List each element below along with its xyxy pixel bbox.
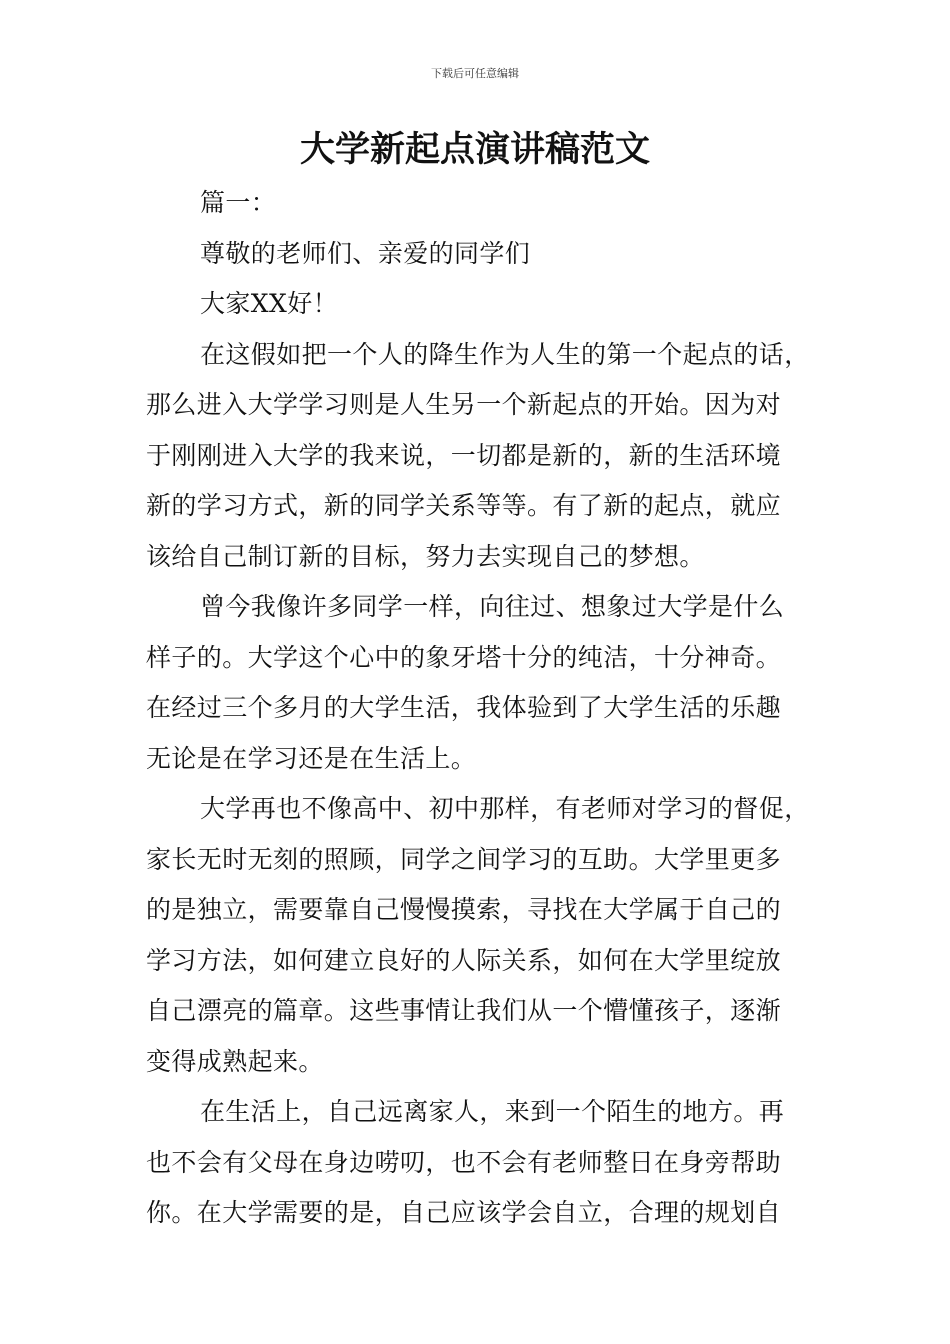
text-line: 该给自己制订新的目标，努力去实现自己的梦想。 [146, 541, 705, 571]
text-line: 那么进入大学学习则是人生另一个新起点的开始。因为对 [146, 390, 782, 419]
text-line: 尊敬的老师们、亲爱的同学们 [200, 238, 531, 268]
text-line: 大家XX好！ [200, 289, 338, 318]
header-note: 下载后可任意编辑 [431, 67, 519, 80]
text-line: 也不会有父母在身边唠叨，也不会有老师整日在身旁帮助 [146, 1147, 782, 1177]
document-body [146, 178, 814, 1239]
text-line: 在生活上，自己远离家人，来到一个陌生的地方。再 [200, 1097, 785, 1126]
text-line: 篇一： [200, 188, 277, 217]
text-line: 自己漂亮的篇章。这些事情让我们从一个懵懂孩子，逐渐 [146, 996, 782, 1025]
text-line: 在经过三个多月的大学生活，我体验到了大学生活的乐趣 [146, 693, 782, 722]
text-line: 家长无时无刻的照顾，同学之间学习的互助。大学里更多 [146, 844, 782, 874]
text-line: 的是独立，需要靠自己慢慢摸索，寻找在大学属于自己的 [146, 895, 782, 924]
document-title: 大学新起点演讲稿范文 [299, 130, 650, 170]
text-line: 于刚刚进入大学的我来说，一切都是新的，新的生活环境 [146, 440, 782, 470]
text-line: 大学再也不像高中、初中那样，有老师对学习的督促， [200, 794, 810, 823]
text-line: 你。在大学需要的是，自己应该学会自立，合理的规划自 [146, 1198, 782, 1227]
text-line: 样子的。大学这个心中的象牙塔十分的纯洁，十分神奇。 [146, 642, 782, 672]
text-line: 学习方法，如何建立良好的人际关系，如何在大学里绽放 [146, 945, 782, 975]
text-line: 新的学习方式，新的同学关系等等。有了新的起点，就应 [146, 491, 782, 520]
text-line: 变得成熟起来。 [146, 1046, 324, 1076]
text-line: 曾今我像许多同学一样，向往过、想象过大学是什么 [200, 592, 785, 621]
text-line: 无论是在学习还是在生活上。 [146, 743, 477, 773]
text-line: 在这假如把一个人的降生作为人生的第一个起点的话， [200, 339, 810, 369]
